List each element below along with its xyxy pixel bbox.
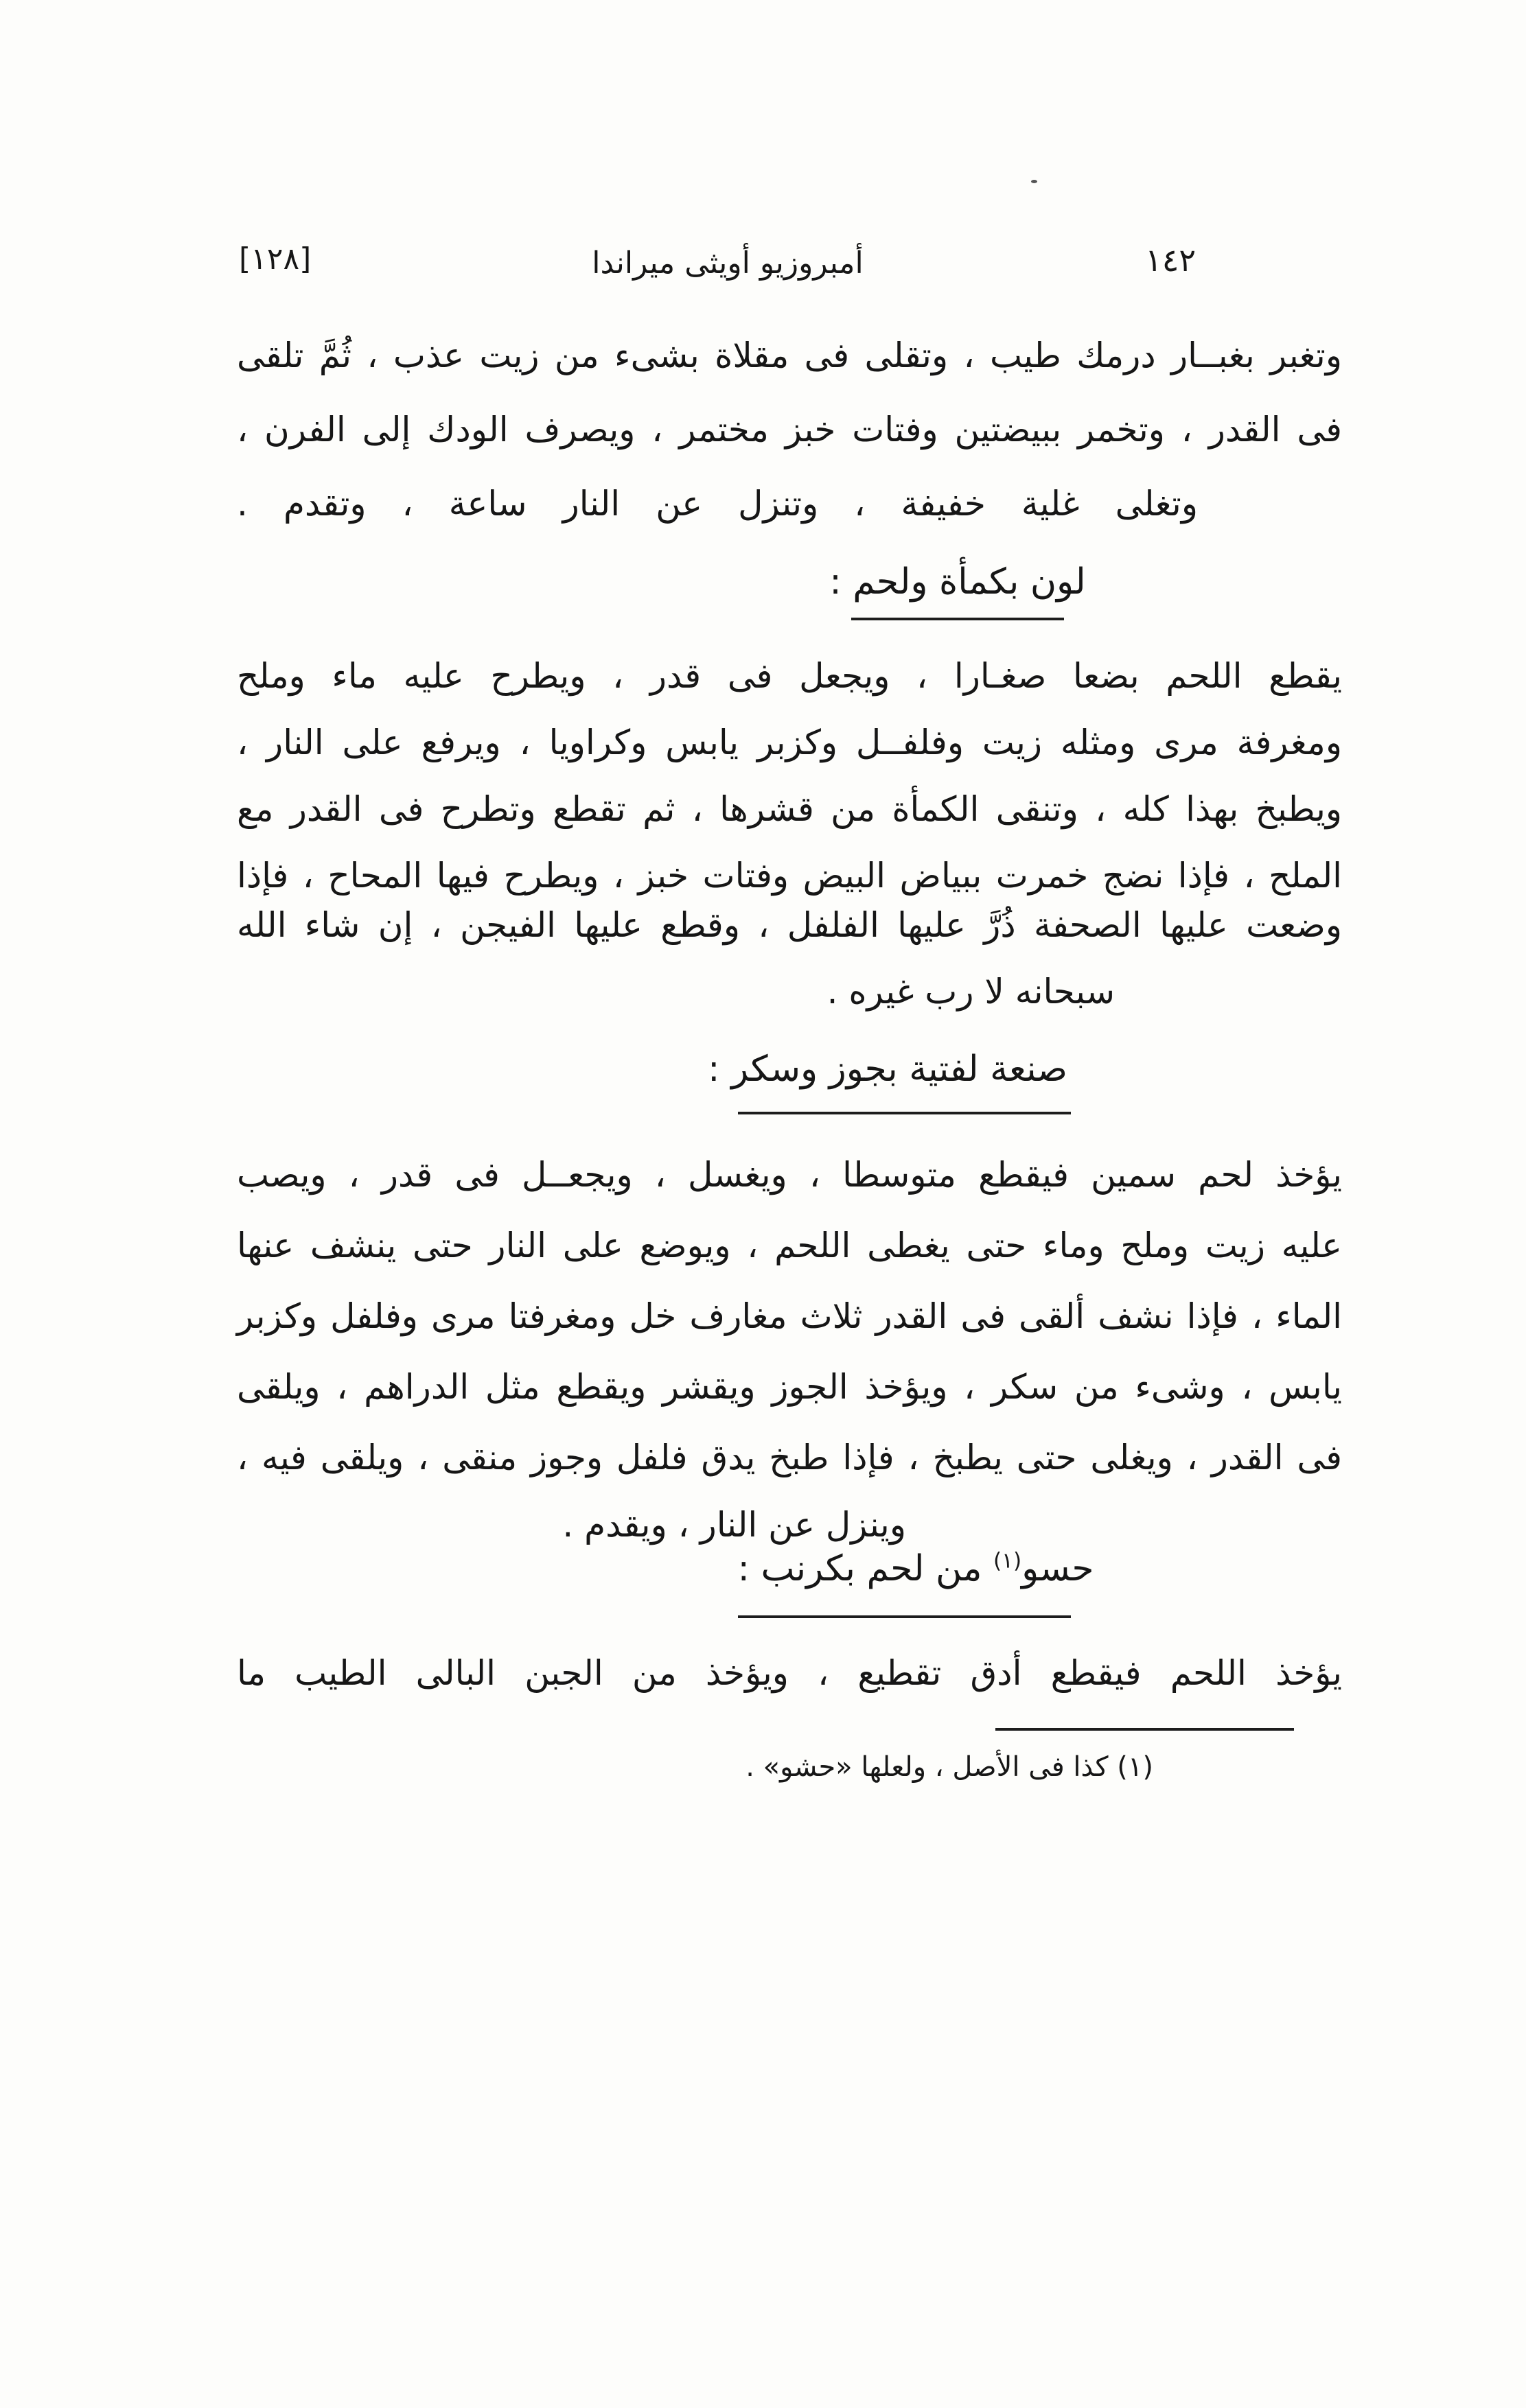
- text-line: وينزل عن النار ، ويقدم .: [562, 1505, 906, 1545]
- text-line: ويطبخ بهذا كله ، وتنقى الكمأة من قشرها ، ثم تقطع وتطرح فى القدر مع: [237, 789, 1342, 829]
- footnote-separator: [995, 1728, 1294, 1731]
- text-line: سبحانه لا رب غيره .: [826, 972, 1115, 1012]
- running-title: أمبروزيو أويثى ميراندا: [592, 246, 864, 281]
- page-number: ١٤٢: [1145, 242, 1196, 279]
- text-line: يؤخذ اللحم فيقطع أدق تقطيع ، ويؤخذ من الجبن البالى الطيب ما: [237, 1653, 1342, 1693]
- text-line: فى القدر ، وتخمر ببيضتين وفتات خبز مختمر ، ويصرف الودك إلى الفرن ،: [237, 410, 1342, 449]
- recipe-title-text: من لحم بكرنب :: [737, 1548, 993, 1589]
- text-line: الملح ، فإذا نضج خمرت ببياض البيض وفتات خبز ، ويطرح فيها المحاح ، فإذا: [237, 856, 1342, 896]
- title-underline: [851, 618, 1064, 620]
- title-underline: [738, 1615, 1071, 1618]
- text-line: وضعت عليها الصحفة ذُرَّ عليها الفلفل ، وقطع عليها الفيجن ، إن شاء الله: [237, 905, 1342, 945]
- footnote-text: (١) كذا فى الأصل ، ولعلها «حشو» .: [745, 1751, 1153, 1783]
- title-underline: [738, 1112, 1071, 1114]
- text-line: عليه زيت وملح وماء حتى يغطى اللحم ، ويوضع على النار حتى ينشف عنها: [237, 1226, 1342, 1265]
- scan-artifact-speck: [1031, 180, 1037, 183]
- recipe-title: لون بكمأة ولحم :: [829, 561, 1086, 603]
- footnote-marker: (١): [993, 1548, 1022, 1574]
- text-line: يقطع اللحم بضعا صغـارا ، ويجعل فى قدر ، ويطرح عليه ماء وملح: [237, 656, 1342, 696]
- recipe-title-text: حسو: [1021, 1548, 1094, 1589]
- folio-number: [١٢٨]: [239, 242, 312, 277]
- text-line: وتغلى غلية خفيفة ، وتنزل عن النار ساعة ، وتقدم .: [237, 484, 1198, 524]
- recipe-title: [737, 1548, 1094, 1589]
- text-line: وتغبر بغبــار درمك طيب ، وتقلى فى مقلاة بشىء من زيت عذب ، ثُمَّ تلقى: [237, 336, 1342, 375]
- text-line: ومغرفة مرى ومثله زيت وفلفــل وكزبر يابس وكراويا ، ويرفع على النار ،: [237, 723, 1342, 762]
- text-line: فى القدر ، ويغلى حتى يطبخ ، فإذا طبخ يدق فلفل وجوز منقى ، ويلقى فيه ،: [237, 1438, 1342, 1477]
- text-line: الماء ، فإذا نشف ألقى فى القدر ثلاث مغارف خل ومغرفتا مرى وفلفل وكزبر: [237, 1296, 1342, 1336]
- text-line: يؤخذ لحم سمين فيقطع متوسطا ، ويغسل ، ويجعــل فى قدر ، ويصب: [237, 1155, 1342, 1195]
- recipe-title: صنعة لفتية بجوز وسكر :: [708, 1049, 1067, 1090]
- text-line: يابس ، وشىء من سكر ، ويؤخذ الجوز ويقشر ويقطع مثل الدراهم ، ويلقى: [237, 1367, 1342, 1407]
